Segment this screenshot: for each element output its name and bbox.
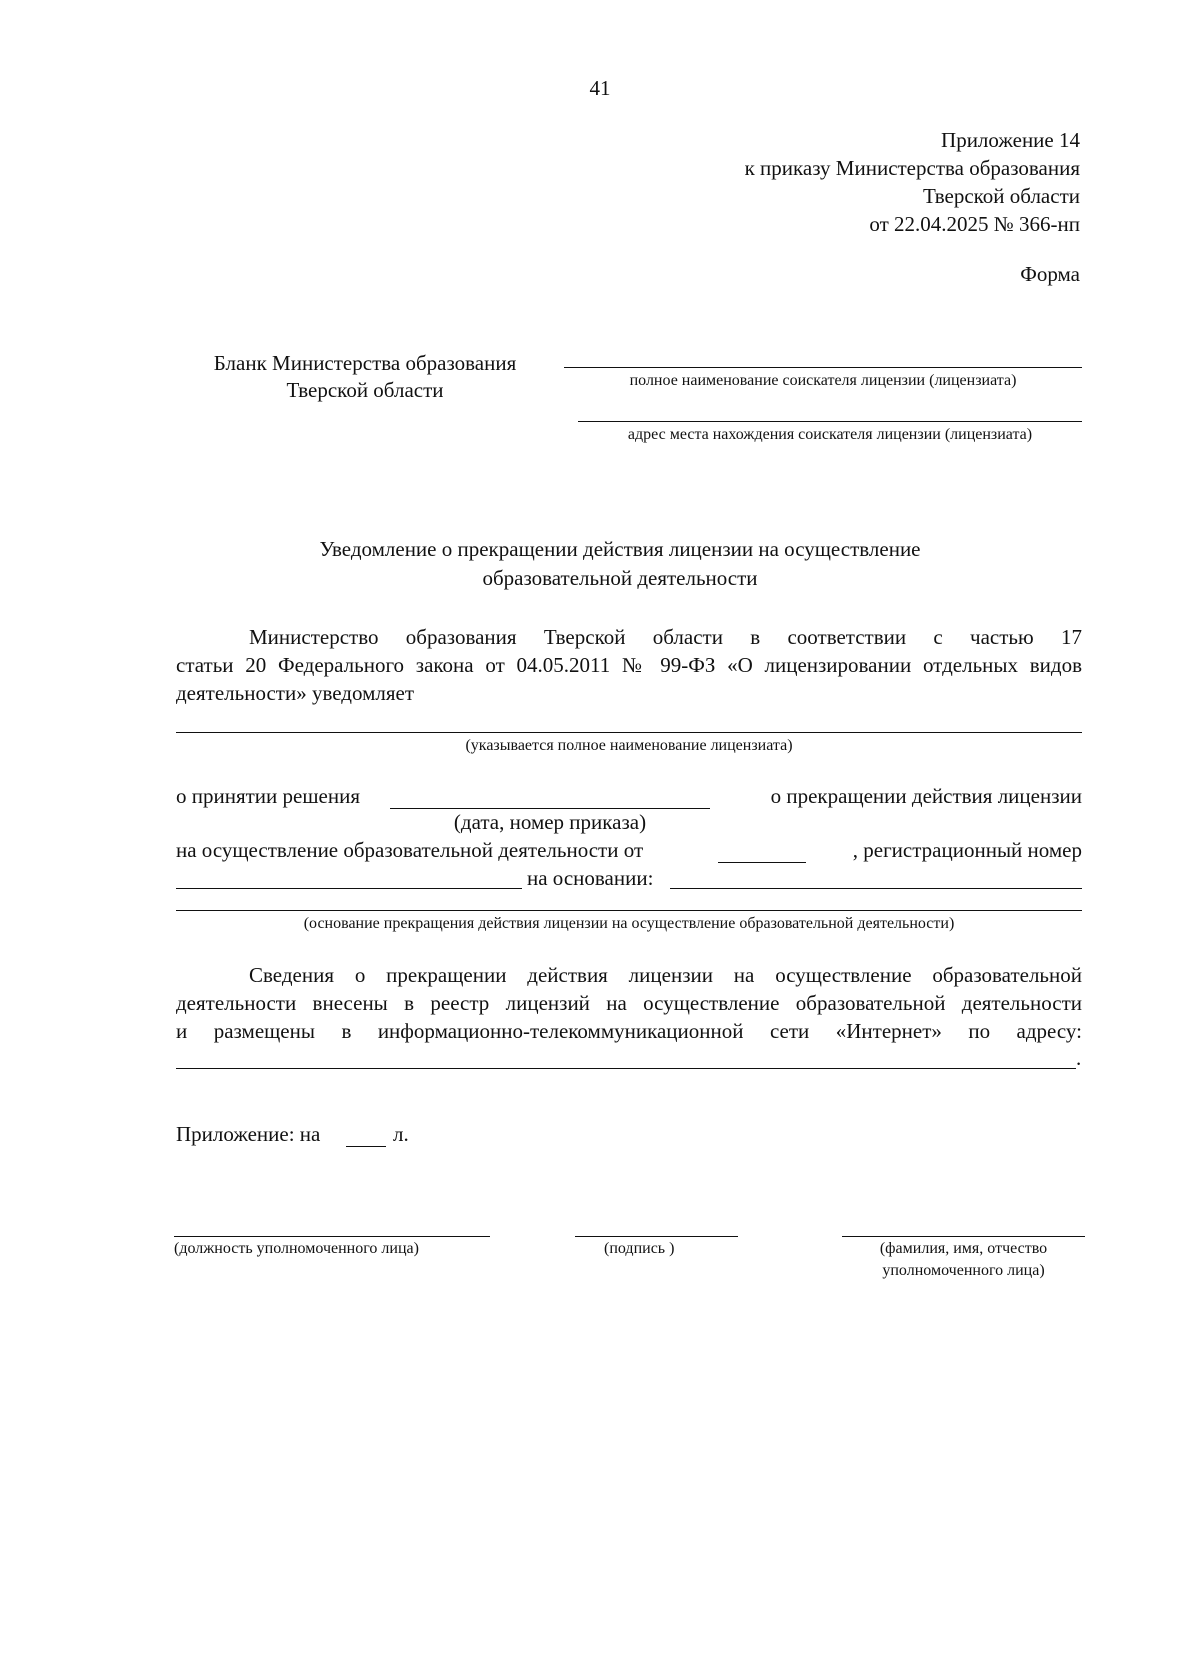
applicant-address-field[interactable] <box>578 421 1082 422</box>
signature-field[interactable] <box>575 1236 738 1237</box>
attachment-suffix: л. <box>393 1122 409 1146</box>
paragraph2-line3: и размещены в информационно-телекоммуникационной сети «Интернет» по адресу: <box>176 1019 1082 1043</box>
basis-label: на основании: <box>527 866 654 890</box>
licensee-name-field[interactable] <box>176 732 1082 733</box>
blank-title-line2: Тверской области <box>286 378 444 402</box>
paragraph1-line3: деятельности» уведомляет <box>176 681 415 705</box>
paragraph1-line1: Министерство образования Тверской области в соответствии с частью 17 <box>249 625 1082 649</box>
order-reference: к приказу Министерства образования <box>744 156 1080 180</box>
signature-caption: (подпись ) <box>604 1240 675 1257</box>
applicant-name-caption: полное наименование соискателя лицензии (лицензиата) <box>629 372 1017 389</box>
licensee-name-caption: (указывается полное наименование лицензиата) <box>465 737 793 754</box>
full-name-caption-line1: (фамилия, имя, отчество <box>879 1240 1048 1257</box>
attachment-pages-field[interactable] <box>346 1146 386 1147</box>
paragraph2-line1: Сведения о прекращении действия лицензии на осуществление образовательной <box>249 963 1082 987</box>
basis-field-part1[interactable] <box>670 888 1082 889</box>
order-date-number-caption: (дата, номер приказа) <box>453 810 647 834</box>
appendix-label: Приложение 14 <box>941 128 1080 152</box>
basis-caption: (основание прекращения действия лицензии на осуществление образовательной деятельности) <box>303 915 955 932</box>
decision-suffix: о прекращении действия лицензии <box>770 784 1082 808</box>
internet-address-field[interactable] <box>176 1068 1076 1069</box>
page-number: 41 <box>589 76 611 100</box>
order-date-number: от 22.04.2025 № 366-нп <box>869 212 1080 236</box>
activity-suffix: , регистрационный номер <box>852 838 1082 862</box>
blank-title-line1: Бланк Министерства образования <box>213 351 517 375</box>
decision-prefix: о принятии решения <box>176 784 360 808</box>
full-name-field[interactable] <box>842 1236 1085 1237</box>
notice-title-line2: образовательной деятельности <box>482 566 758 590</box>
basis-field-part2[interactable] <box>176 910 1082 911</box>
attachment-prefix: Приложение: на <box>176 1122 321 1146</box>
paragraph1-line2: статьи 20 Федерального закона от 04.05.2011 № 99-ФЗ «О лицензировании отдельных видов <box>176 653 1082 677</box>
region-name: Тверской области <box>922 184 1080 208</box>
applicant-name-field[interactable] <box>564 367 1082 368</box>
notice-title-line1: Уведомление о прекращении действия лицензии на осуществление <box>319 537 921 561</box>
registration-number-field[interactable] <box>176 888 522 889</box>
position-caption: (должность уполномоченного лица) <box>174 1240 419 1257</box>
full-name-caption-line2: уполномоченного лица) <box>882 1262 1045 1279</box>
paragraph2-line2: деятельности внесены в реестр лицензий на осуществление образовательной деятельности <box>176 991 1082 1015</box>
position-field[interactable] <box>174 1236 490 1237</box>
activity-prefix: на осуществление образовательной деятельности от <box>176 838 644 862</box>
form-label: Форма <box>1020 262 1080 286</box>
paragraph2-end: . <box>1076 1046 1082 1070</box>
order-date-number-field[interactable] <box>390 808 710 809</box>
applicant-address-caption: адрес места нахождения соискателя лицензии (лицензиата) <box>627 426 1033 443</box>
license-date-field[interactable] <box>718 862 806 863</box>
